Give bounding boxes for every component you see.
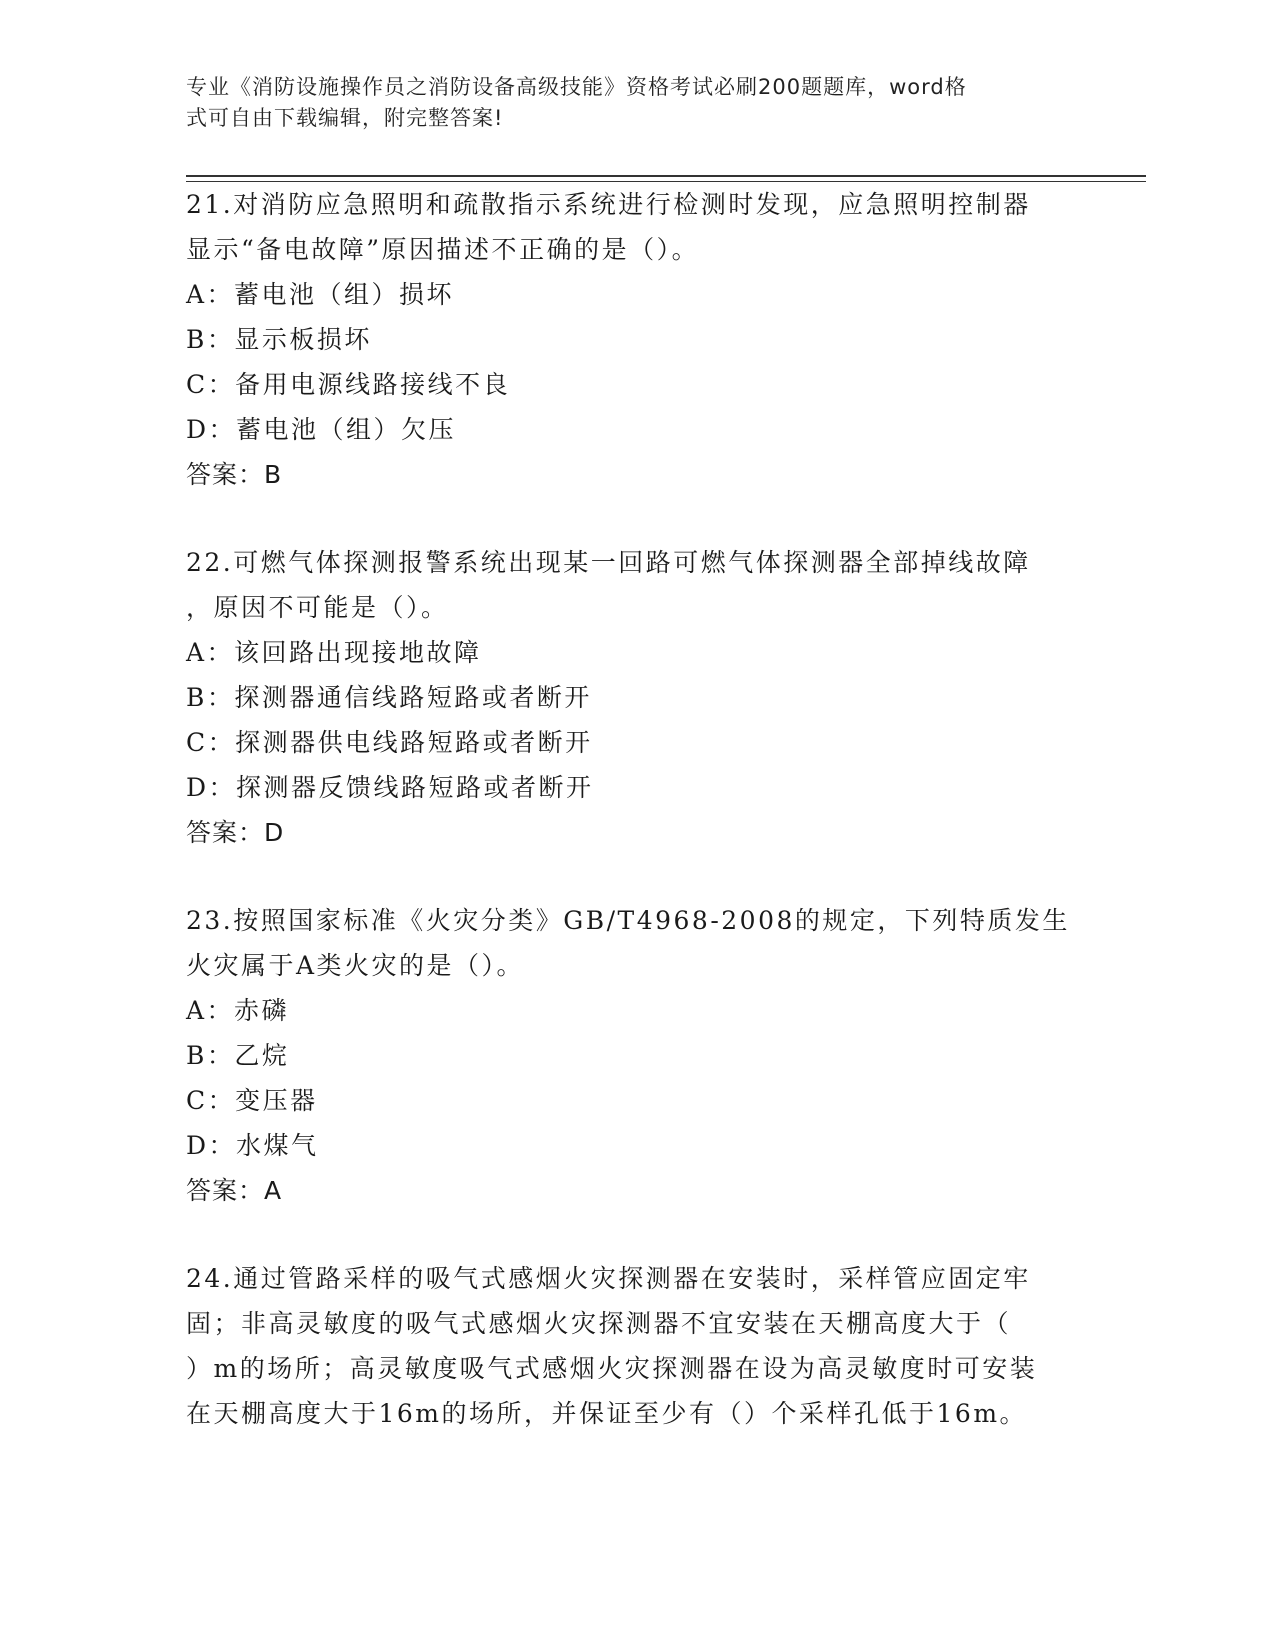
option-c: C：探测器供电线路短路或者断开	[186, 728, 593, 757]
option-b: B：显示板损坏	[186, 325, 372, 354]
question-stem-line: 显示“备电故障”原因描述不正确的是（）。	[186, 235, 700, 264]
header-divider-thick	[186, 175, 1146, 177]
header-line-1: 专业《消防设施操作员之消防设备高级技能》资格考试必刷200题题库，word格	[186, 75, 967, 99]
option-b: B：探测器通信线路短路或者断开	[186, 683, 592, 712]
option-b: B：乙烷	[186, 1041, 290, 1070]
option-d: D：蓄电池（组）欠压	[186, 415, 457, 444]
option-a: A：赤磷	[186, 996, 290, 1025]
question-stem-line: ）m的场所；高灵敏度吸气式感烟火灾探测器在设为高灵敏度时可安装	[186, 1354, 1038, 1383]
option-a: A：蓄电池（组）损坏	[186, 280, 455, 309]
question-stem-line: 21.对消防应急照明和疏散指示系统进行检测时发现，应急照明控制器	[186, 190, 1031, 219]
question-21	[186, 182, 1086, 497]
question-stem-line: 固；非高灵敏度的吸气式感烟火灾探测器不宜安装在天棚高度大于（	[186, 1309, 1012, 1338]
question-stem-line: 24.通过管路采样的吸气式感烟火灾探测器在安装时，采样管应固定牢	[186, 1264, 1031, 1293]
option-c: C：备用电源线路接线不良	[186, 370, 511, 399]
question-23	[186, 898, 1086, 1213]
question-stem-line: ，原因不可能是（）。	[186, 593, 449, 622]
question-stem-line: 23.按照国家标准《火灾分类》GB/T4968-2008的规定，下列特质发生	[186, 906, 1070, 935]
answer-line: 答案：B	[186, 460, 283, 489]
answer-line: 答案：D	[186, 818, 285, 847]
answer-line: 答案：A	[186, 1176, 283, 1205]
question-stem-line: 火灾属于A类火灾的是（）。	[186, 951, 525, 980]
question-stem-line: 在天棚高度大于16m的场所，并保证至少有（）个采样孔低于16m。	[186, 1399, 1028, 1428]
header-line-2: 式可自由下载编辑，附完整答案!	[186, 106, 504, 130]
option-d: D：水煤气	[186, 1131, 319, 1160]
option-a: A：该回路出现接地故障	[186, 638, 482, 667]
option-d: D：探测器反馈线路短路或者断开	[186, 773, 594, 802]
question-stem-line: 22.可燃气体探测报警系统出现某一回路可燃气体探测器全部掉线故障	[186, 548, 1031, 577]
option-c: C：变压器	[186, 1086, 318, 1115]
question-24	[186, 1256, 1086, 1436]
question-22	[186, 540, 1086, 855]
page-header	[186, 72, 1076, 134]
